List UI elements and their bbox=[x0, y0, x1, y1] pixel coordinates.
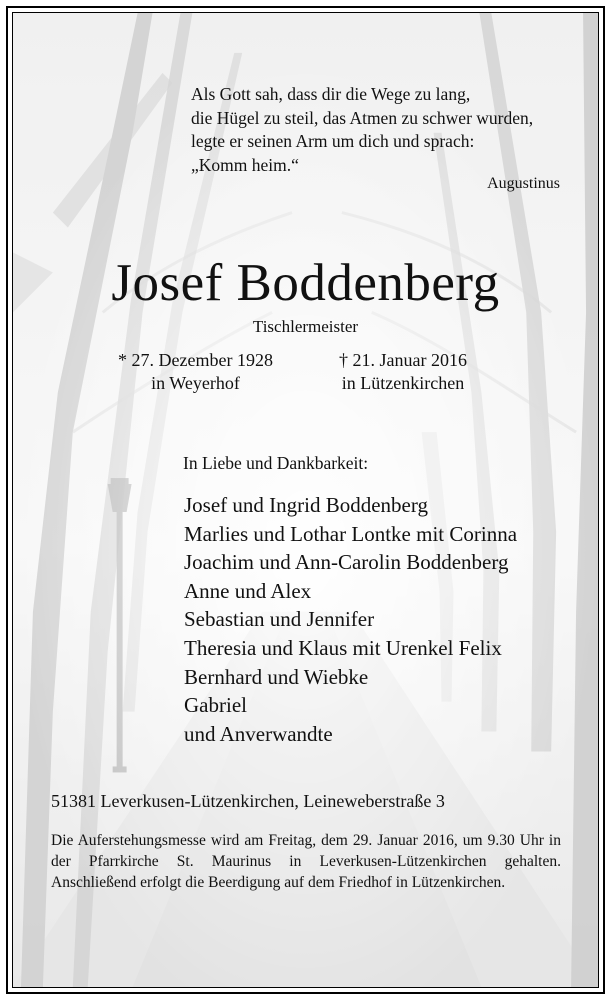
quote-author: Augustinus bbox=[487, 175, 560, 192]
quote-line: legte er seinen Arm um dich und sprach: bbox=[191, 131, 475, 151]
mourner-entry: Josef und Ingrid Boddenberg bbox=[184, 493, 428, 517]
death-place: in Lützenkirchen bbox=[341, 373, 465, 393]
mourner-entry: Bernhard und Wiebke bbox=[184, 664, 369, 689]
mourners-intro: In Liebe und Dankbarkeit: bbox=[183, 453, 369, 473]
quote-line: die Hügel zu steil, das Atmen zu schwer wurden, bbox=[191, 107, 534, 128]
obituary-card bbox=[12, 12, 599, 988]
funeral-notice: Die Auferstehungsmesse wird am Freitag, dem 29. Januar 2016, um 9.30 Uhr in der Pfarrkirche St. Maurinus in Leverkusen-Lützenkirchen gehalten. Anschließend erfolgt die Beerdigung auf dem Friedhof in Lützenkirchen. bbox=[51, 832, 561, 891]
birth-place: in Weyerhof bbox=[151, 373, 240, 393]
mourner-entry: Anne und Alex bbox=[184, 578, 312, 603]
mourner-entry: und Anverwandte bbox=[184, 721, 333, 746]
quote-line: Als Gott sah, dass dir die Wege zu lang, bbox=[191, 84, 471, 104]
birth-info bbox=[118, 349, 273, 395]
mourner-entry: Joachim und Ann-Carolin Boddenberg bbox=[184, 550, 509, 575]
quote-text bbox=[191, 83, 533, 177]
mourner-entry: Gabriel bbox=[184, 693, 247, 718]
mourner-entry: Theresia und Klaus mit Urenkel Felix bbox=[184, 635, 502, 660]
deceased-occupation: Tischlermeister bbox=[252, 317, 359, 336]
mourners-list bbox=[184, 491, 517, 748]
quote-line: „Komm heim.“ bbox=[191, 154, 299, 175]
birth-date: * 27. Dezember 1928 bbox=[118, 350, 273, 370]
mourner-entry: Marlies und Lothar Lontke mit Corinna bbox=[184, 521, 518, 546]
mourner-entry: Sebastian und Jennifer bbox=[184, 607, 375, 632]
death-info bbox=[339, 349, 467, 395]
death-date: † 21. Januar 2016 bbox=[339, 350, 467, 370]
deceased-name: Josef Boddenberg bbox=[111, 254, 500, 312]
family-address: 51381 Leverkusen-Lützenkirchen, Leineweberstraße 3 bbox=[51, 791, 445, 811]
